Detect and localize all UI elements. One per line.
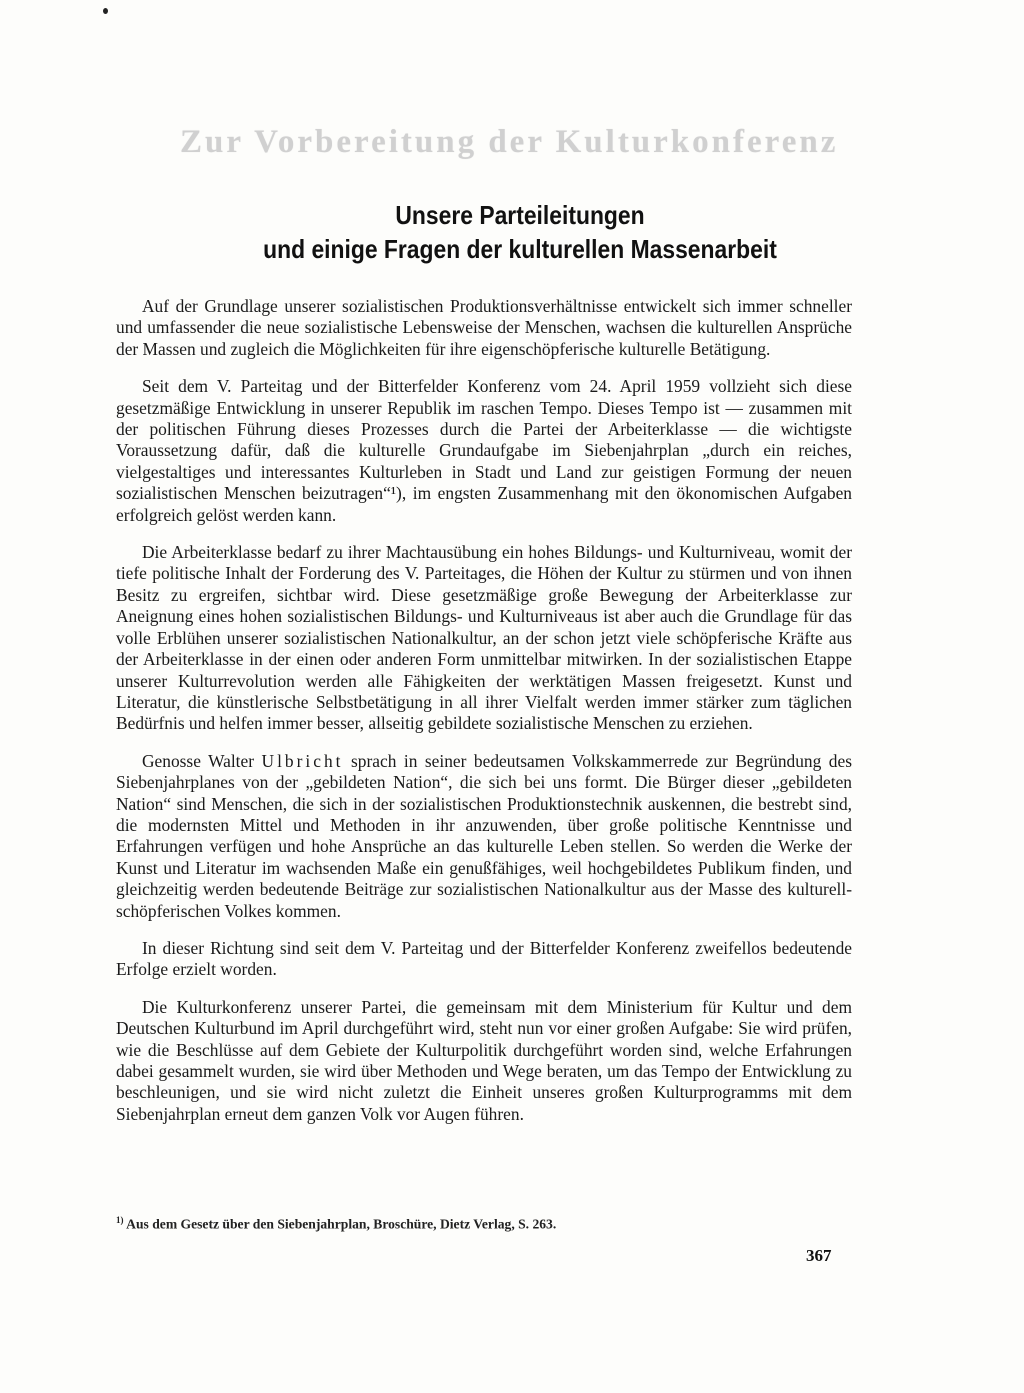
- article-body: [116, 296, 852, 1141]
- paragraph-3: Die Arbeiterklasse bedarf zu ihrer Machtausübung ein hohes Bildungs- und Kulturniveau, womit der tiefe politische Inhalt der Forderung des V. Parteitages, die Höhen der Kultur zu stürmen und von ihnen Besitz zu ergreifen, sichtbar wird. Diese gesetzmäßige große Bewegung der Arbeiterklasse zur Aneignung eines hohen sozialistischen Bildungs- und Kulturniveaus ist aber auch die Grundlage für das volle Erblühen unserer sozialistischen Nationalkultur, an der schon jetzt viele schöpferische Kräfte aus der Arbeiterklasse in der einen oder anderen Form unmittelbar mitwirken. In der sozialistischen Etappe unserer Kulturrevolution werden alle Fähigkeiten der werktätigen Massen freigesetzt. Kunst und Literatur, die künstlerische Selbstbetätigung in all ihrer Vielfalt werden immer stärker zum täglichen Bedürfnis und helfen immer besser, allseitig gebildete sozialistische Menschen zu erziehen.: [116, 542, 852, 734]
- paragraph-4: [116, 751, 852, 922]
- section-header: Zur Vorbereitung der Kulturkonferenz: [180, 124, 839, 160]
- article-title-line-1: Unsere Parteileitungen: [395, 200, 645, 230]
- paragraph-2: Seit dem V. Parteitag und der Bitterfelder Konferenz vom 24. April 1959 vollzieht sich diese gesetzmäßige Entwicklung in unserer Republik im raschen Tempo. Dieses Tempo ist — zusammen mit der politischen Führung dieses Prozesses durch die Partei der Arbeiterklasse — die wichtigste Voraussetzung dafür, daß die kulturelle Grundaufgabe im Siebenjahrplan „durch ein reiches, vielgestaltiges und interessantes Kulturleben in Stadt und Land zur geistigen Formung der neuen sozialistischen Menschen beizutragen“¹), im engsten Zusammenhang mit den ökonomischen Aufgaben erfolgreich gelöst werden kann.: [116, 376, 852, 525]
- article-title: [140, 198, 900, 266]
- paragraph-6: Die Kulturkonferenz unserer Partei, die gemeinsam mit dem Ministerium für Kultur und dem Deutschen Kulturbund im April durchgeführt wird, steht nun vor einer großen Aufgabe: Sie wird prüfen, wie die Beschlüsse auf dem Gebiete der Kulturpolitik durchgeführt worden sind, welche Erfahrungen dabei gesammelt wurden, sie wird über Methoden und Wege beraten, um das Tempo der Entwicklung zu beschleunigen, und sie wird nicht zuletzt die Einheit unseres großen Kulturprogramms mit dem Siebenjahrplan erneut dem ganzen Volk vor Augen führen.: [116, 996, 852, 1124]
- paragraph-5: In dieser Richtung sind seit dem V. Parteitag und der Bitterfelder Konferenz zweifellos bedeutende Erfolge erzielt worden.: [116, 937, 852, 980]
- paragraph-4-rest: sprach in seiner bedeutsamen Volkskammerrede zur Begründung des Siebenjahrplanes von der „gebildeten Nation“, die sich bei uns formt. Die Bürger dieser „gebildeten Nation“ sind Menschen, die sich in der sozialistischen Produktionstechnik auskennen, die bestrebt sind, die modernsten Mittel und Methoden in ihr anzuwenden, über große politische Kenntnisse und Erfahrungen verfügen und hohe Ansprüche an das kulturelle Leben stellen. So werden die Werke der Kunst und Literatur im wachsenden Maße ein genußfähiges, weil hochgebildetes Publikum finden, und gleichzeitig werden bedeutende Beiträge zur sozialistischen Nationalkultur aus der Masse des kulturell-schöpferischen Volkes kommen.: [116, 750, 852, 921]
- footnote: [116, 1211, 852, 1234]
- article-title-line-2: und einige Fragen der kulturellen Massenarbeit: [263, 234, 777, 264]
- paragraph-1: Auf der Grundlage unserer sozialistischen Produktionsverhältnisse entwickelt sich immer schneller und umfassender die neue sozialistische Lebensweise der Menschen, wachsen die kulturellen Ansprüche der Massen und zugleich die Möglichkeiten für ihre eigenschöpferische kulturelle Betätigung.: [116, 296, 852, 359]
- footnote-marker: 1): [116, 1215, 124, 1225]
- page-number: 367: [806, 1246, 832, 1265]
- footnote-text: Aus dem Gesetz über den Siebenjahrplan, Broschüre, Dietz Verlag, S. 263.: [126, 1216, 557, 1232]
- print-speck: [103, 8, 108, 14]
- paragraph-4-lead: Genosse Walter: [142, 750, 255, 771]
- paragraph-4-name: Ulbricht: [261, 750, 344, 771]
